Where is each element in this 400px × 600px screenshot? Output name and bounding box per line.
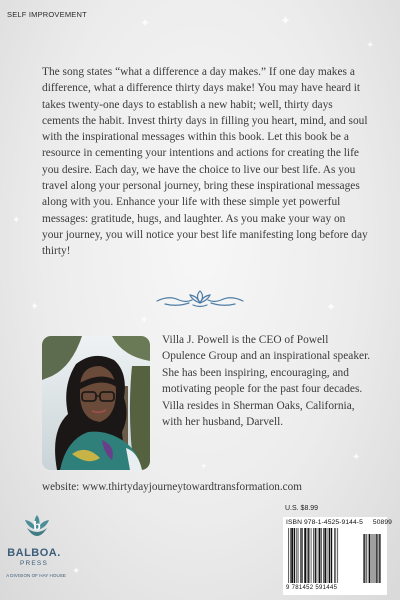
sparkle-icon: ✦ bbox=[280, 14, 291, 29]
website-text: website: www.thirtydayjourneytowardtransformation.com bbox=[42, 481, 302, 493]
author-photo bbox=[42, 336, 150, 470]
sparkle-icon: ✦ bbox=[12, 215, 21, 226]
logo-letter: b bbox=[33, 519, 41, 533]
sparkle-icon: ✦ bbox=[366, 40, 375, 51]
sparkle-icon: ✦ bbox=[140, 315, 149, 326]
publisher-division: A DIVISION OF HAY HOUSE bbox=[6, 573, 66, 578]
barcode-addon-bar bbox=[366, 534, 367, 583]
barcode-bar bbox=[331, 528, 332, 583]
price-label: U.S. $8.99 bbox=[285, 505, 319, 512]
barcode-bar bbox=[288, 528, 289, 583]
barcode-bar bbox=[337, 528, 338, 583]
barcode-addon-bar bbox=[363, 534, 364, 583]
isbn-number: ISBN 978-1-4525-9144-5 bbox=[286, 519, 363, 526]
balboa-lotus-icon bbox=[22, 514, 52, 544]
category-label: SELF IMPROVEMENT bbox=[7, 10, 87, 19]
barcode-addon-bar bbox=[377, 534, 378, 583]
barcode-bar bbox=[321, 528, 322, 583]
sparkle-icon: ✦ bbox=[352, 452, 361, 463]
book-description: The song states “what a difference a day makes.” If one day makes a difference, what a difference thirty days make! You may have heard it takes twenty-one days to establish a new habit; well, thirty days cements the habit. Invest thirty days in filling you heart, mind, and soul with the inspirational messages within this book. Let this book be a resource in cementing your intentions and actions for creating the life you desire. Each day, we have the choice to live our best life. As you travel along your personal journey, bring these inspirational messages along with you. Enhance your life with these simple yet powerful messages: gratitude, hugs, and laughter. As you make your way on your journey, you will notice your best life manifesting long before day thirty! bbox=[42, 66, 368, 258]
barcode-digits: 9 781452 591445 bbox=[286, 585, 338, 591]
price-code: 50899 bbox=[372, 519, 393, 526]
barcode-bar bbox=[313, 528, 314, 583]
sparkle-icon: ✦ bbox=[72, 566, 81, 577]
publisher-imprint: PRESS bbox=[19, 560, 49, 567]
barcode-bar bbox=[329, 528, 330, 583]
barcode-bar bbox=[290, 528, 291, 583]
barcode-bar bbox=[311, 528, 312, 583]
sparkle-icon: ✦ bbox=[30, 300, 40, 313]
barcode-bar bbox=[296, 528, 297, 583]
lotus-ornament-icon bbox=[155, 288, 245, 310]
barcode-addon-bar bbox=[374, 534, 375, 583]
barcode-block bbox=[283, 517, 393, 595]
publisher-logo bbox=[4, 514, 66, 600]
barcode-addon-bar bbox=[368, 534, 369, 583]
barcode-bar bbox=[328, 528, 329, 583]
sparkle-icon: ✦ bbox=[326, 300, 337, 314]
barcode-bar bbox=[300, 528, 301, 583]
barcode-bar bbox=[317, 528, 318, 583]
barcode bbox=[286, 528, 384, 585]
barcode-addon-bar bbox=[380, 534, 381, 583]
isbn-text bbox=[286, 519, 392, 526]
sparkle-icon: ✦ bbox=[200, 462, 208, 472]
barcode-bar bbox=[308, 528, 309, 583]
barcode-addon-bar bbox=[369, 534, 370, 583]
barcode-bar bbox=[334, 528, 335, 583]
barcode-bar bbox=[319, 528, 321, 583]
barcode-bar bbox=[291, 528, 293, 583]
barcode-bar bbox=[307, 528, 308, 583]
barcode-bar bbox=[294, 528, 295, 583]
barcode-bar bbox=[315, 528, 316, 583]
barcode-bar bbox=[323, 528, 324, 583]
barcode-bar bbox=[304, 528, 306, 583]
barcode-addon-bar bbox=[376, 534, 377, 583]
author-bio: Villa J. Powell is the CEO of Powell Opulence Group and an inspirational speaker. She has been inspiring, encouraging, and motivating people for the past four decades. Villa resides in Sherman Oaks, California, with her husband, Darvell. bbox=[162, 334, 371, 429]
barcode-bar bbox=[335, 528, 336, 583]
barcode-addon-bar bbox=[364, 534, 365, 583]
sparkle-icon: ✦ bbox=[140, 16, 151, 30]
barcode-bar bbox=[302, 528, 303, 583]
publisher-name: BALBOA. bbox=[7, 547, 61, 559]
barcode-addon-bar bbox=[371, 534, 372, 583]
barcode-addon-bar bbox=[373, 534, 374, 583]
barcode-bar bbox=[298, 528, 299, 583]
barcode-addon-bar bbox=[379, 534, 380, 583]
barcode-bar bbox=[324, 528, 326, 583]
